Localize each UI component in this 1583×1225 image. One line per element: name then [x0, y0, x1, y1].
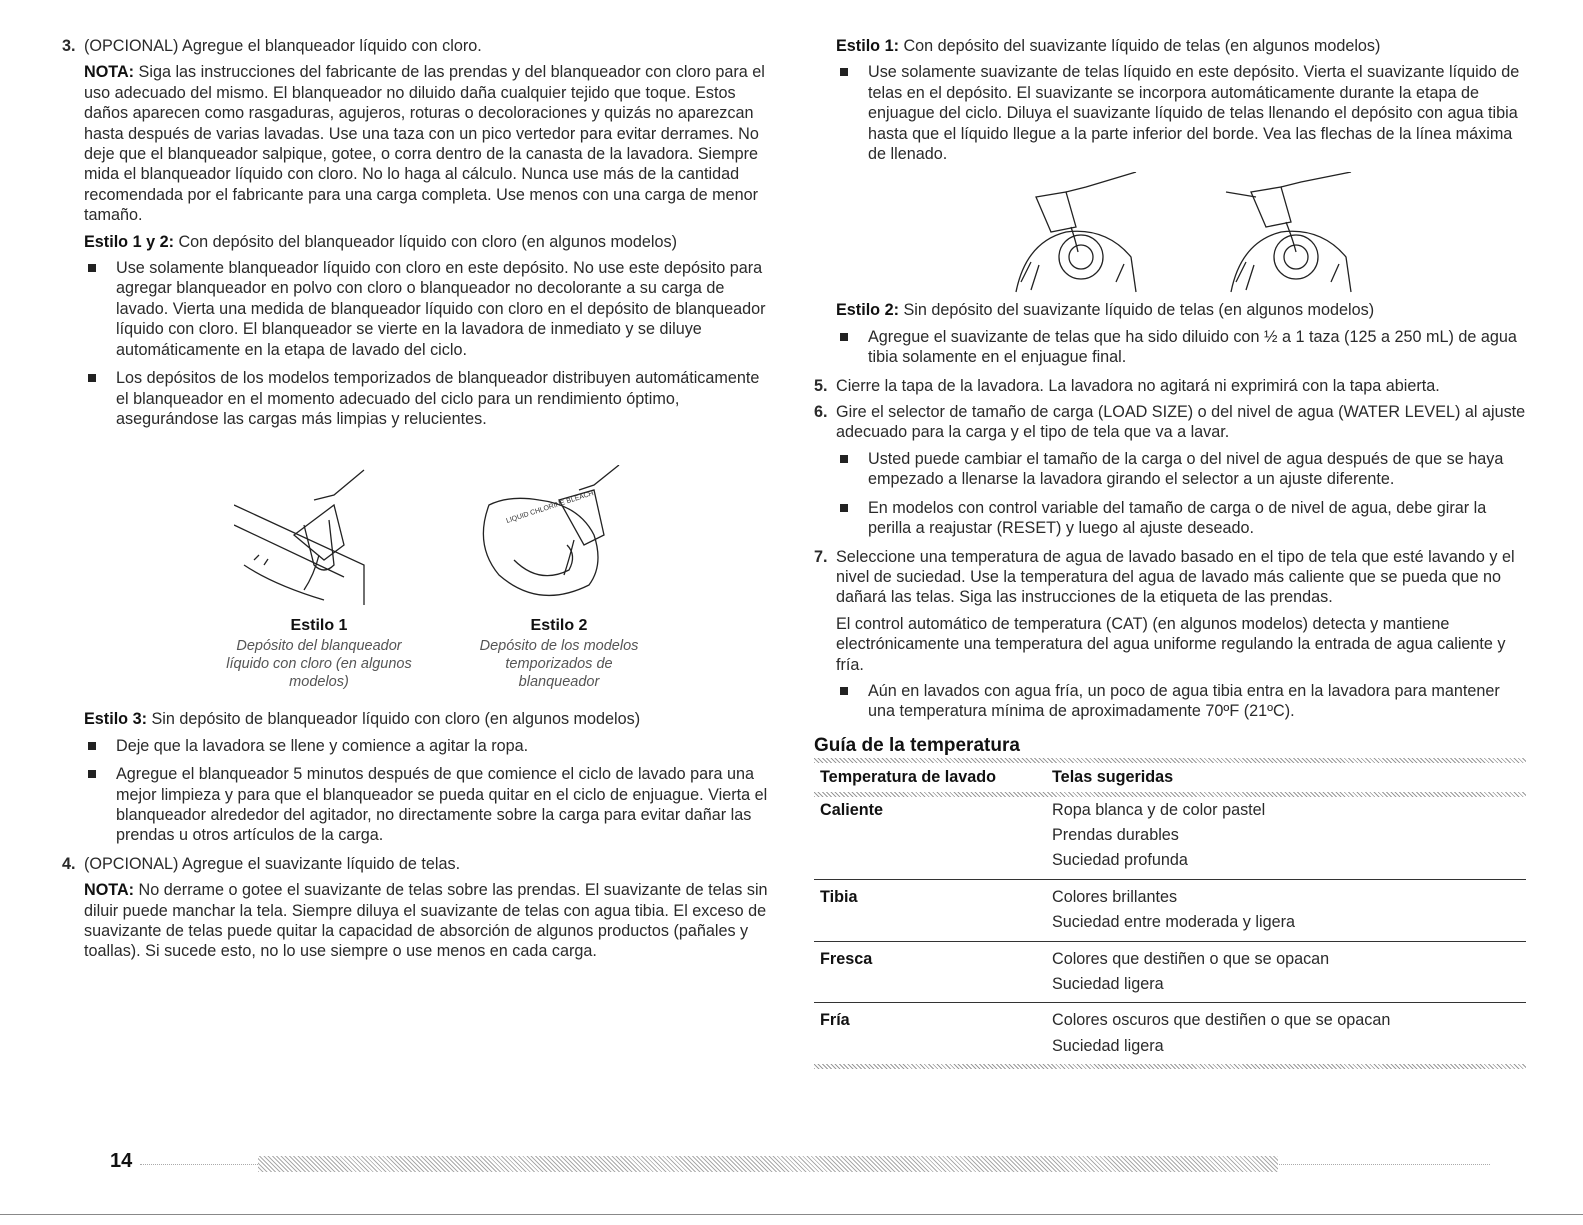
style-text: Sin depósito del suavizante líquido de telas (en algunos modelos) — [898, 301, 1375, 320]
note-label: NOTA: — [84, 881, 135, 900]
bleach-dispenser-style2-illustration — [469, 465, 639, 610]
style-text: Con depósito del suavizante líquido de telas (en algunos modelos) — [898, 37, 1381, 55]
step-5 — [814, 376, 1526, 396]
suggested-fabrics — [1046, 941, 1526, 1003]
bullet-item: Use solamente blanqueador líquido con cloro en este depósito. No use este depósito para agregar blanqueador en polvo con cloro o blanqueador no decolorante a su carga de lavado. Vierta una medida de blanqueador líquido con cloro en el depósito de blanqueador líquido con cloro. El blanqueador se vierte en la lavadora de inmediato y se diluye automáticamente en la etapa de lavado del ciclo. — [84, 258, 774, 360]
softener-figures — [836, 172, 1526, 300]
fabric-item: Suciedad entre moderada y ligera — [1052, 913, 1295, 932]
style-heading — [84, 232, 774, 252]
softener-dispenser-illustration-2 — [1221, 172, 1361, 297]
bullet-item: Use solamente suavizante de telas líquido en este depósito. Vierta el suavizante líquido de telas en el depósito. El suavizante se incorpora automáticamente durante la etapa de enjuague del ciclo. Diluya el suavizante líquido de telas llenando el depósito con agua tibia hasta que el líquido llegue a la parte inferior del borde. Vea las flechas de la línea máxima de llenado. — [836, 62, 1526, 164]
suggested-fabrics — [1046, 879, 1526, 941]
step-3 — [62, 36, 774, 846]
footer-hatch-bar — [258, 1156, 1278, 1172]
table-row — [814, 797, 1526, 880]
suggested-fabrics — [1046, 1003, 1526, 1064]
fabric-item: Suciedad ligera — [1052, 975, 1164, 993]
fabric-item: Colores que destiñen o que se opacan — [1052, 949, 1330, 968]
cat-paragraph: El control automático de temperatura (CAT) (en algunos modelos) detecta y mantiene electrónicamente una temperatura del agua uniforme regulando la entrada de agua caliente y fría. — [836, 614, 1506, 674]
note-text: No derrame o gotee el suavizante de telas sobre las prendas. El suavizante de telas sin diluir puede manchar la tela. Siempre diluya el suavizante de telas con agua tibia. El exceso de suavizante de telas puede quitar la capacidad de absorción de algunos productos (pañales y toallas). Si sucede esto, no lo use siempre o use menos en cada carga. — [84, 881, 768, 961]
style-label: Estilo 1 y 2: — [84, 232, 174, 251]
wash-temperature: Fría — [814, 1003, 1046, 1064]
step-number: 4. — [62, 854, 76, 873]
fabric-item: Colores oscuros que destiñen o que se opacan — [1052, 1011, 1391, 1030]
column-header-temperature: Temperatura de lavado — [820, 768, 997, 787]
style-heading — [836, 300, 1526, 320]
fabric-item: Prendas durables — [1052, 825, 1179, 844]
style-text: Con depósito del blanqueador líquido con cloro (en algunos modelos) — [173, 232, 678, 251]
step-text: Cierre la tapa de la lavadora. La lavadora no agitará ni exprimirá con la tapa abierta. — [836, 376, 1440, 395]
page-number: 14 — [110, 1150, 133, 1172]
fabric-item: Suciedad profunda — [1052, 851, 1188, 870]
note-paragraph — [84, 62, 774, 225]
softener-section — [814, 36, 1526, 368]
note-text: Siga las instrucciones del fabricante de las prendas y del blanqueador con cloro para el uso adecuado del mismo. El blanqueador no diluido daña cualquier tejido que toque. Estos daños aparecen como rasgaduras, agujeros, roturas o decoloraciones y quizás no aparezcan hasta después de varias lavadas. Use una taza con un pico vertedor para evitar derrames. No deje que el blanqueador salpique, gotee, o corra dentro de la canasta de la lavadora. Siempre mida el blanqueador líquido con cloro. No lo haga al cálculo. Nunca use más de la cantidad recomendada por el fabricante para una carga completa. Use menos con una carga de menor tamaño. — [84, 63, 765, 225]
step-text: (OPCIONAL) Agregue el suavizante líquido de telas. — [84, 854, 461, 873]
wash-temperature: Caliente — [820, 800, 883, 819]
table-row — [814, 941, 1526, 1003]
bullet-item: Los depósitos de los modelos temporizados de blanqueador distribuyen automáticamente el blanqueador en el momento adecuado del ciclo para un rendimiento óptimo, asegurándose las cargas más limpias y relucientes. — [84, 368, 774, 429]
fabric-item: Suciedad ligera — [1052, 1036, 1164, 1055]
bullet-item: Agregue el blanqueador 5 minutos después de que comience el ciclo de lavado para una mejor limpieza y para que el blanqueador se pueda quitar en el ciclo de enjuague. Vierta el blanqueador alrededor del agitador, no directamente sobre la carga para evitar dañar las prendas u otros artículos de la carga. — [84, 764, 774, 846]
table-row — [814, 1003, 1526, 1064]
figure-caption: Depósito del blanqueador líquido con cloro (en algunos modelos) — [226, 638, 412, 691]
temperature-guide-title: Guía de la temperatura — [814, 734, 1020, 756]
left-column — [62, 36, 774, 968]
figure-title: Estilo 1 — [290, 617, 348, 635]
step-7 — [814, 547, 1526, 722]
figure-caption-style2 — [464, 617, 654, 691]
figure-caption-style1 — [224, 617, 414, 691]
fabric-item: Colores brillantes — [1052, 887, 1178, 906]
style-heading — [836, 36, 1526, 56]
wash-temperature: Tibia — [814, 879, 1046, 941]
note-label: NOTA: — [84, 63, 135, 82]
dispenser-label: LIQUID CHLORINE BLEACH — [505, 490, 595, 526]
bleach-dispenser-style1-illustration — [234, 465, 404, 605]
step-number: 3. — [62, 37, 76, 55]
bullet-item: Usted puede cambiar el tamaño de la carga o del nivel de agua después de que se haya empezado a llenarse la lavadora girando el selector a un ajuste diferente. — [836, 449, 1526, 490]
column-header-fabrics: Telas sugeridas — [1052, 768, 1174, 787]
bleach-figures — [84, 437, 774, 709]
wash-temperature: Fresca — [814, 941, 1046, 1003]
style-text: Sin depósito de blanqueador líquido con cloro (en algunos modelos) — [146, 710, 641, 729]
bottom-edge-rule — [0, 1214, 1583, 1215]
note-paragraph — [84, 880, 774, 962]
page-footer — [110, 1150, 1490, 1180]
style-label: Estilo 3: — [84, 710, 147, 729]
bullet-item: En modelos con control variable del tamaño de carga o de nivel de agua, debe girar la perilla a reajustar (RESET) y luego al ajuste deseado. — [836, 498, 1526, 539]
suggested-fabrics — [1046, 797, 1526, 880]
step-6 — [814, 402, 1526, 538]
table-header-row — [814, 763, 1526, 791]
style-label: Estilo 2: — [836, 301, 899, 320]
style-label: Estilo 1: — [836, 37, 899, 55]
step-number: 7. — [814, 547, 828, 566]
figure-caption: Depósito de los modelos temporizados de blanqueador — [479, 638, 639, 691]
figure-title: Estilo 2 — [530, 617, 588, 635]
style-heading — [84, 709, 774, 729]
temperature-guide-table — [814, 763, 1526, 1064]
right-column — [814, 36, 1526, 1069]
fabric-item: Ropa blanca y de color pastel — [1052, 800, 1266, 819]
table-bottom-rule — [814, 1064, 1526, 1069]
step-number: 5. — [814, 376, 828, 395]
step-text: Seleccione una temperatura de agua de lavado basado en el tipo de tela que esté lavando y el nivel de suciedad. Use la temperatura del agua de lavado más caliente que se pueda que no dañará las telas. Siga las instrucciones de la etiqueta de las prendas. — [836, 547, 1515, 607]
softener-dispenser-illustration-1 — [1006, 172, 1146, 297]
step-text: Gire el selector de tamaño de carga (LOAD SIZE) o del nivel de agua (WATER LEVEL) al ajuste adecuado para la carga y el tipo de tela que va a lavar. — [836, 403, 1526, 442]
step-text: (OPCIONAL) Agregue el blanqueador líquido con cloro. — [84, 37, 482, 55]
step-4 — [62, 854, 774, 962]
bullet-item: Agregue el suavizante de telas que ha sido diluido con ½ a 1 taza (125 a 250 mL) de agua tibia solamente en el enjuague final. — [836, 327, 1526, 368]
table-row — [814, 879, 1526, 941]
bullet-item: Deje que la lavadora se llene y comience a agitar la ropa. — [84, 736, 774, 756]
bullet-item: Aún en lavados con agua fría, un poco de agua tibia entra en la lavadora para mantener una temperatura mínima de aproximadamente 70ºF (21ºC). — [836, 681, 1526, 722]
step-number: 6. — [814, 403, 828, 422]
